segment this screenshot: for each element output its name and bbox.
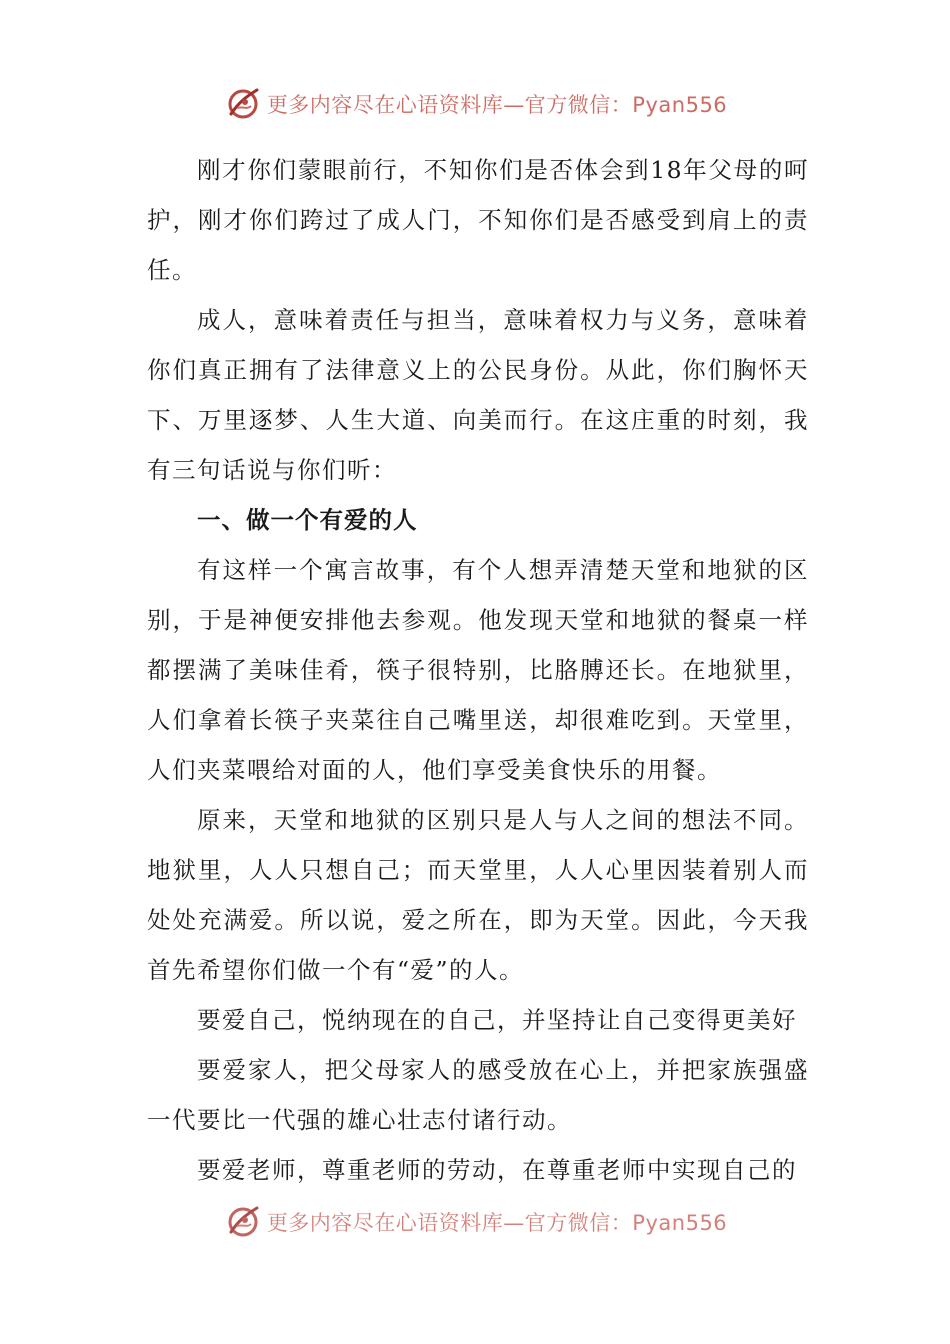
footer-watermark — [0, 1200, 950, 1244]
paragraph-3: 有这样一个寓言故事，有个人想弄清楚天堂和地狱的区别，于是神便安排他去参观。他发现天堂和地狱的餐桌一样都摆满了美味佳肴，筷子很特别，比胳膊还长。在地狱里，人们拿着长筷子夹菜往自己嘴里送，却很难吃到。天堂里，人们夹菜喂给对面的人，他们享受美食快乐的用餐。 — [147, 556, 809, 784]
paragraph-5: 要爱自己，悦纳现在的自己，并坚持让自己变得更美好 — [197, 1006, 797, 1034]
logo-icon — [223, 1202, 263, 1242]
footer-watermark-text: 更多内容尽在心语资料库—官方微信：Pyan556 — [266, 1211, 728, 1235]
paragraph-2: 成人，意味着责任与担当，意味着权力与义务，意味着你们真正拥有了法律意义上的公民身份。从此，你们胸怀天下、万里逐梦、人生大道、向美而行。在这庄重的时刻，我有三句话说与你们听： — [147, 306, 809, 484]
paragraph-6: 要爱家人，把父母家人的感受放在心上，并把家族强盛一代要比一代强的雄心壮志付诸行动。 — [147, 1056, 809, 1134]
header-watermark-text: 更多内容尽在心语资料库—官方微信：Pyan556 — [266, 93, 728, 117]
header-watermark — [0, 82, 950, 126]
logo-icon — [223, 84, 263, 124]
paragraph-1: 刚才你们蒙眼前行，不知你们是否体会到18年父母的呵护，刚才你们跨过了成人门，不知你们是否感受到肩上的责任。 — [147, 156, 809, 284]
document-body — [147, 145, 809, 1195]
section-heading-1: 一、做一个有爱的人 — [197, 506, 418, 534]
paragraph-4: 原来，天堂和地狱的区别只是人与人之间的想法不同。地狱里，人人只想自己；而天堂里，人人心里因装着别人而处处充满爱。所以说，爱之所在，即为天堂。因此，今天我首先希望你们做一个有“爱”的人。 — [147, 806, 809, 984]
paragraph-7: 要爱老师，尊重老师的劳动，在尊重老师中实现自己的 — [197, 1156, 797, 1184]
